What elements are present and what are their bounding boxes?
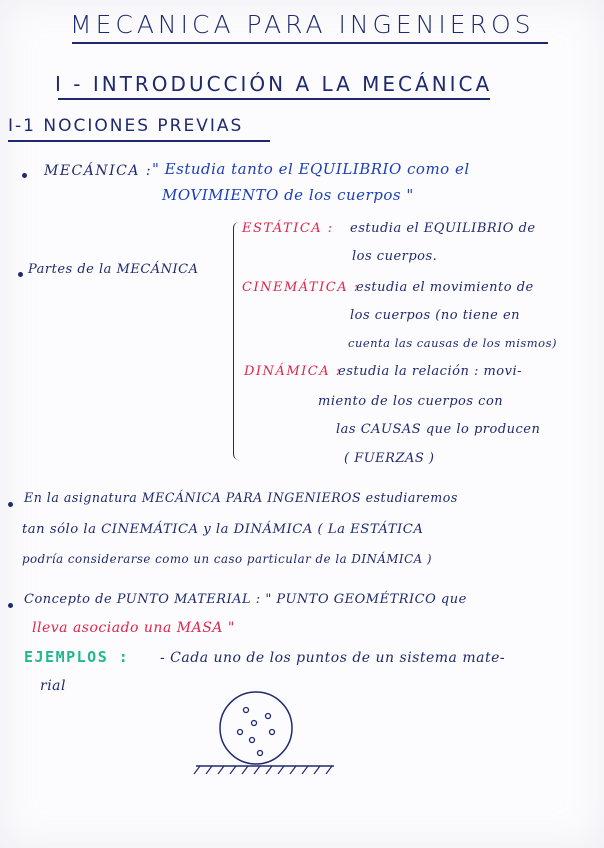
concepto-line-2: lleva asociado una MASA " xyxy=(32,620,235,636)
material-point xyxy=(258,751,263,756)
mecanica-definition-1: " Estudia tanto el EQUILIBRIO como el xyxy=(152,160,470,178)
bullet-dot xyxy=(22,173,27,178)
material-point xyxy=(270,730,275,735)
section-heading: I - INTRODUCCIÓN A LA MECÁNICA xyxy=(55,72,493,96)
cinematica-line-3: cuenta las causas de los mismos) xyxy=(348,336,557,350)
ejemplos-line-1: - Cada uno de los puntos de un sistema mate- xyxy=(160,650,506,666)
dinamica-line-3: las CAUSAS que lo producen xyxy=(336,422,541,437)
ground-hatching xyxy=(194,766,332,774)
ejemplos-label: EJEMPLOS : xyxy=(24,648,130,666)
dinamica-line-2: miento de los cuerpos con xyxy=(318,394,504,409)
subsection-heading: I-1 NOCIONES PREVIAS xyxy=(8,116,244,136)
mecanica-label: MECÁNICA : xyxy=(44,163,153,179)
estatica-line-1: estudia el EQUILIBRIO de xyxy=(350,221,536,236)
asignatura-line-3: podría considerarse como un caso particular de la DINÁMICA ) xyxy=(22,552,432,566)
material-point xyxy=(244,708,249,713)
estatica-term: ESTÁTICA : xyxy=(242,221,334,236)
bullet-dot xyxy=(8,502,13,507)
material-point xyxy=(252,721,257,726)
concepto-line-1: Concepto de PUNTO MATERIAL : " PUNTO GEOMÉTRICO que xyxy=(24,592,467,607)
dinamica-term: DINÁMICA : xyxy=(244,364,342,379)
material-point xyxy=(266,714,271,719)
body-circle xyxy=(220,692,292,764)
material-point xyxy=(238,730,243,735)
page-title: MECANICA PARA INGENIEROS xyxy=(70,10,535,39)
material-point xyxy=(250,738,255,743)
dinamica-line-4: ( FUERZAS ) xyxy=(344,451,435,466)
ejemplos-line-2: rial xyxy=(40,678,66,694)
title-underline xyxy=(72,42,548,44)
asignatura-line-1: En la asignatura MECÁNICA PARA INGENIEROS estudiaremos xyxy=(24,490,458,505)
bullet-dot xyxy=(18,272,23,277)
subsection-underline xyxy=(8,140,270,142)
mecanica-definition-2: MOVIMIENTO de los cuerpos " xyxy=(162,186,414,204)
section-underline xyxy=(58,98,490,100)
brace-divider xyxy=(233,222,244,460)
asignatura-line-2: tan sólo la CINEMÁTICA y la DINÁMICA ( La ESTÁTICA xyxy=(22,522,424,537)
estatica-line-2: los cuerpos. xyxy=(352,249,438,264)
cinematica-term: CINEMÁTICA : xyxy=(242,280,360,295)
partes-label: Partes de la MECÁNICA xyxy=(28,262,199,277)
cinematica-line-1: estudia el movimiento de xyxy=(356,280,534,295)
bullet-dot xyxy=(8,603,13,608)
cinematica-line-2: los cuerpos (no tiene en xyxy=(350,308,521,323)
particle-system-sketch xyxy=(188,688,348,780)
dinamica-line-1: estudia la relación : movi- xyxy=(338,364,523,379)
